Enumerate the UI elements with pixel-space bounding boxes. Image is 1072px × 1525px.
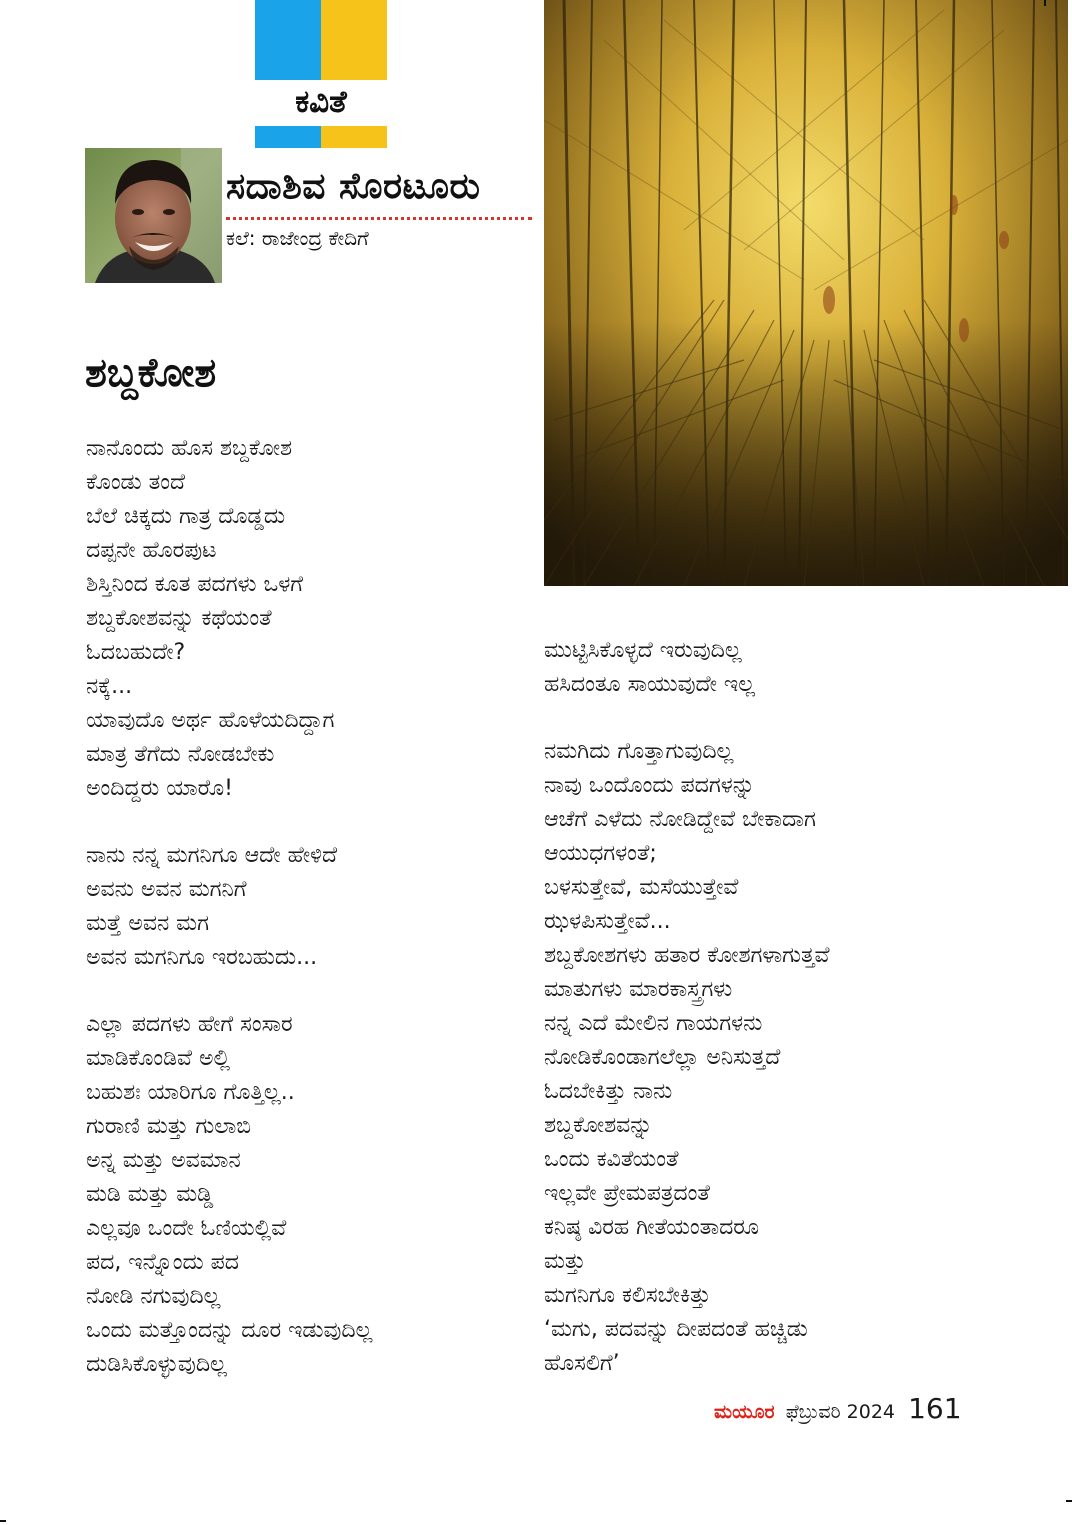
stanza-break xyxy=(544,702,1014,735)
stanza-break xyxy=(86,975,526,1008)
poem-line: ಹಸಿದಂತೂ ಸಾಯುವುದೇ ಇಲ್ಲ xyxy=(544,672,756,697)
tag-yellow-block xyxy=(321,0,387,80)
stanza-break xyxy=(86,806,526,839)
poem-column-right xyxy=(544,634,1014,1381)
issue-date: ಫೆಬ್ರುವರಿ 2024 xyxy=(785,1401,895,1423)
poem-line: ಬೆಲೆ ಚಿಕ್ಕದು ಗಾತ್ರ ದೊಡ್ಡದು xyxy=(86,504,286,529)
poem-line: ಮತ್ತು xyxy=(544,1249,586,1274)
poem-line: ನಕ್ಕೆ... xyxy=(86,674,133,699)
crop-mark xyxy=(0,1520,6,1522)
poem-line: ಆಯುಧಗಳಂತೆ; xyxy=(544,841,657,866)
tag-blue-block xyxy=(255,0,321,80)
poem-line: ಶಬ್ದಕೋಶವನ್ನು ಕಥೆಯಂತೆ xyxy=(86,606,272,631)
poem-line: ನೋಡಿ ನಗುವುದಿಲ್ಲ xyxy=(86,1284,221,1309)
poem-line: ಅವನು ಅವನ ಮಗನಿಗೆ xyxy=(86,877,247,902)
art-credit: ಕಲೆ: ರಾಜೇಂದ್ರ ಕೇದಿಗೆ xyxy=(226,226,369,250)
poem-line: ನಾನು ನನ್ನ ಮಗನಿಗೂ ಆದೇ ಹೇಳಿದೆ xyxy=(86,843,338,868)
author-divider xyxy=(226,217,532,220)
poem-line: ಅಂದಿದ್ದರು ಯಾರೊ! xyxy=(86,776,233,801)
poem-column-left xyxy=(86,432,526,1382)
poem-line: ದುಡಿಸಿಕೊಳ್ಳುವುದಿಲ್ಲ xyxy=(86,1352,227,1377)
poem-line: ಗುರಾಣಿ ಮತ್ತು ಗುಲಾಬಿ xyxy=(86,1114,252,1139)
poem-line: ನಾವು ಒಂದೊಂದು ಪದಗಳನ್ನು xyxy=(544,773,755,798)
poem-line: ಮಾತ್ರ ತೆಗೆದು ನೋಡಬೇಕು xyxy=(86,742,275,767)
poem-line: ಕೊಂಡು ತಂದೆ xyxy=(86,470,186,495)
poem-line: ಪದ, ಇನ್ನೊಂದು ಪದ xyxy=(86,1250,239,1275)
poem-line: ಝಳಪಿಸುತ್ತೇವೆ... xyxy=(544,909,671,934)
magazine-name: ಮಯೂರ xyxy=(714,1401,775,1423)
poem-line: ಶಿಸ್ತಿನಿಂದ ಕೂತ ಪದಗಳು ಒಳಗೆ xyxy=(86,572,304,597)
author-name: ಸದಾಶಿವ ಸೊರಟೂರು xyxy=(226,166,481,207)
section-label: ಕವಿತೆ xyxy=(295,84,347,120)
tag-yellow-strip xyxy=(321,126,387,148)
poem-line: ಬಳಸುತ್ತೇವೆ, ಮಸೆಯುತ್ತೇವೆ xyxy=(544,875,739,900)
poem-line: ‘ಮಗು, ಪದವನ್ನು ದೀಪದಂತೆ ಹಚ್ಚಿಡು xyxy=(544,1317,808,1342)
poem-line: ಓದಬಹುದೇ? xyxy=(86,640,186,665)
crop-mark xyxy=(1066,1500,1072,1502)
section-tag xyxy=(255,0,387,150)
poem-line: ಯಾವುದೊ ಅರ್ಥ ಹೊಳೆಯದಿದ್ದಾಗ xyxy=(86,708,335,733)
poem-line: ಮಾಡಿಕೊಂಡಿವೆ ಅಲ್ಲಿ xyxy=(86,1046,231,1071)
poem-line: ನಮಗಿದು ಗೊತ್ತಾಗುವುದಿಲ್ಲ xyxy=(544,739,734,764)
poem-line: ದಪ್ಪನೇ ಹೊರಪುಟ xyxy=(86,538,217,563)
poem-line: ಇಲ್ಲವೇ ಪ್ರೇಮಪತ್ರದಂತೆ xyxy=(544,1181,710,1206)
poem-line: ಒಂದು ಕವಿತೆಯಂತೆ xyxy=(544,1147,679,1172)
poem-line: ನನ್ನ ಎದೆ ಮೇಲಿನ ಗಾಯಗಳನು xyxy=(544,1011,763,1036)
poem-line: ಮತ್ತೆ ಅವನ ಮಗ xyxy=(86,911,209,936)
poem-line: ಶಬ್ದಕೋಶಗಳು ಹತಾರ ಕೋಶಗಳಾಗುತ್ತವೆ xyxy=(544,943,830,968)
poem-line: ಎಲ್ಲಾ ಪದಗಳು ಹೇಗೆ ಸಂಸಾರ xyxy=(86,1012,293,1037)
tag-blue-strip xyxy=(255,126,321,148)
poem-line: ಮುಟ್ಟಿಸಿಕೊಳ್ಳದೆ ಇರುವುದಿಲ್ಲ xyxy=(544,638,742,663)
poem-line: ಮಗನಿಗೂ ಕಲಿಸಬೇಕಿತ್ತು xyxy=(544,1283,711,1308)
poem-line: ಎಲ್ಲವೂ ಒಂದೇ ಓಣಿಯಲ್ಲಿವೆ xyxy=(86,1216,287,1241)
poem-line: ಆಚೆಗೆ ಎಳೆದು ನೋಡಿದ್ದೇವೆ ಬೇಕಾದಾಗ xyxy=(544,807,816,832)
poem-line: ಮಡಿ ಮತ್ತು ಮಡ್ಡಿ xyxy=(86,1182,214,1207)
poem-line: ಅವನ ಮಗನಿಗೂ ಇರಬಹುದು... xyxy=(86,945,318,970)
poem-line: ಶಬ್ದಕೋಶವನ್ನು xyxy=(544,1113,653,1138)
poem-line: ಓದಬೇಕಿತ್ತು ನಾನು xyxy=(544,1079,673,1104)
poem-line: ಹೊಸಲಿಗೆ’ xyxy=(544,1351,620,1376)
poem-line: ಕನಿಷ್ಠ ವಿರಹ ಗೀತೆಯಂತಾದರೂ xyxy=(544,1215,759,1240)
page-footer xyxy=(714,1392,962,1428)
poem-title: ಶಬ್ದಕೋಶ xyxy=(85,350,217,396)
poem-line: ನೋಡಿಕೊಂಡಾಗಲೆಲ್ಲಾ ಅನಿಸುತ್ತದೆ xyxy=(544,1045,781,1070)
illustration-painting xyxy=(544,0,1068,586)
crop-mark xyxy=(1044,0,1046,6)
author-photo xyxy=(85,148,222,283)
poem-line: ಮಾತುಗಳು ಮಾರಕಾಸ್ತ್ರಗಳು xyxy=(544,977,733,1002)
poem-line: ನಾನೊಂದು ಹೊಸ ಶಬ್ದಕೋಶ xyxy=(86,436,293,461)
poem-line: ಅನ್ನ ಮತ್ತು ಅವಮಾನ xyxy=(86,1148,241,1173)
page-number: 161 xyxy=(908,1392,962,1425)
poem-line: ಬಹುಶಃ ಯಾರಿಗೂ ಗೊತ್ತಿಲ್ಲ.. xyxy=(86,1080,295,1105)
poem-line: ಒಂದು ಮತ್ತೊಂದನ್ನು ದೂರ ಇಡುವುದಿಲ್ಲ xyxy=(86,1318,373,1343)
